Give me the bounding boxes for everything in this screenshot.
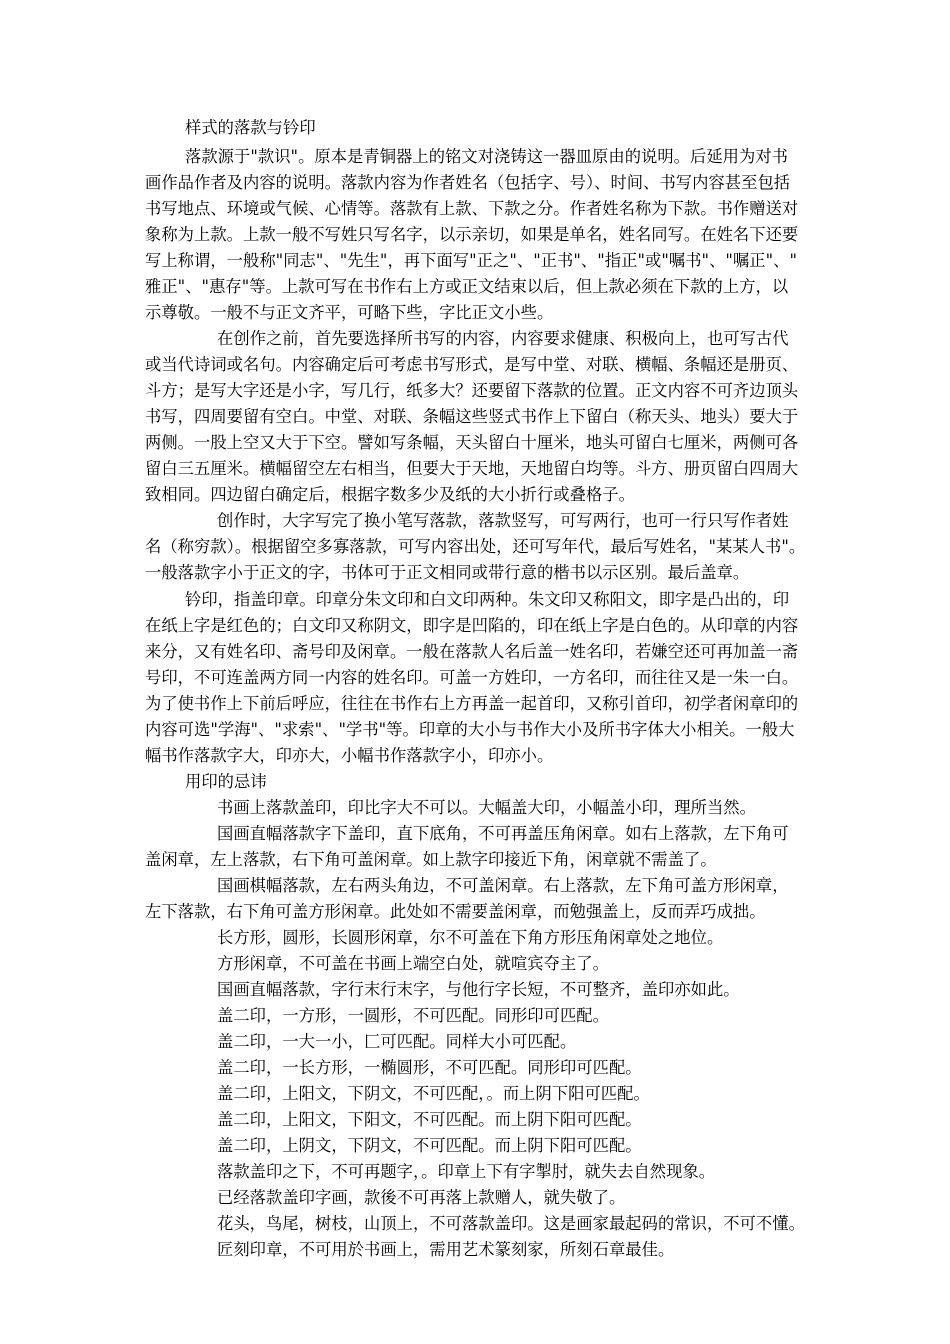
rule-line: 盖二印，一长方形，一椭圆形，不可匹配。同形印可匹配。: [217, 1058, 642, 1077]
para-2-line: 书写，四周要留有空白。中堂、对联、条幅这些竖式书作上下留白（称天头、地头）要大于: [145, 407, 799, 426]
taboo-line: 盖闲章，左上落款，右下角可盖闲章。如上款字印接近下角，闲章就不需盖了。: [145, 850, 717, 869]
para-2-line: 留白三五厘米。横幅留空左右相当，但要大于天地，天地留白均等。斗方、册页留白四周大: [145, 459, 799, 478]
para-2-line: 在创作之前，首先要选择所书写的内容，内容要求健康、积极向上，也可写古代: [217, 329, 789, 348]
rule-line: 盖二印，上阳文，下阳文，不可匹配。而上阴下阳可匹配。: [217, 1110, 642, 1129]
para-4-line: 在纸上字是红色的；白文印又称阴文，即字是凹陷的，印在纸上字是白色的。从印章的内容: [145, 616, 799, 635]
para-1-line: 写上称谓，一般称"同志"、"先生"，再下面写"正之"、"正书"、"指正"或"嘱书"、"嘱正"、": [145, 251, 798, 270]
para-4-line: 号印，不可连盖两方同一内容的姓名印。可盖一方姓印，一方名印，而往往又是一朱一白。: [145, 668, 799, 687]
rule-line: 盖二印，一大一小，匚可匹配。同样大小可匹配。: [217, 1032, 577, 1051]
rule-line: 国画直幅落款，字行末行末字，与他行字长短，不可整齐，盖印亦如此。: [217, 980, 740, 999]
para-4-line: 为了使书作上下前后呼应，往往在书作右上方再盖一起首印，又称引首印，初学者闲章印的: [145, 694, 799, 713]
taboo-line: 国画棋幅落款，左右两头角边，不可盖闲章。右上落款，左下角可盖方形闲章，: [217, 876, 789, 895]
para-1-line: 示尊敬。一般不与正文齐平，可略下些，字比正文小些。: [145, 303, 554, 322]
para-4-line: 内容可选"学海"、"求索"、"学书"等。印章的大小与书作大小及所书字体大小相关。一般大: [145, 720, 795, 739]
para-1-line: 书写地点、环境或气候、心情等。落款有上款、下款之分。作者姓名称为下款。书作赠送对: [145, 199, 799, 218]
para-4-line: 幅书作落款字大，印亦大，小幅书作落款字小，印亦小。: [145, 746, 554, 765]
para-2-line: 或当代诗词或名句。内容确定后可考虑书写形式，是写中堂、对联、横幅、条幅还是册页、: [145, 355, 799, 374]
para-3-line: 创作时，大字写完了换小笔写落款，落款竖写，可写两行，也可一行只写作者姓: [217, 511, 789, 530]
para-3-line: 名（称穷款）。根据留空多寡落款，可写内容出处，还可写年代，最后写姓名，"某某人书"。: [145, 537, 806, 556]
rule-line: 盖二印，上阳文，下阴文，不可匹配，。而上阴下阳可匹配。: [217, 1084, 650, 1103]
taboo-line: 书画上落款盖印，印比字大不可以。大幅盖大印，小幅盖小印，理所当然。: [217, 798, 756, 817]
rule-line: 方形闲章，不可盖在书画上端空白处，就喧宾夺主了。: [217, 954, 609, 973]
doc-title: 样式的落款与钤印: [185, 118, 316, 137]
rule-line: 盖二印，一方形，一圆形，不可匹配。同形印可匹配。: [217, 1006, 609, 1025]
rule-line: 长方形，圆形，长圆形闲章，尔不可盖在下角方形压角闲章处之地位。: [217, 928, 724, 947]
rule-line: 花头，鸟尾，树枝，山顶上，不可落款盖印。这是画家最起码的常识，不可不懂。: [217, 1214, 805, 1233]
para-4-line: 钤印，指盖印章。印章分朱文印和白文印两种。朱文印又称阳文，即字是凸出的，印: [185, 590, 790, 609]
rule-line: 已经落款盖印字画，款後不可再落上款赠人，就失敬了。: [217, 1188, 626, 1207]
para-1-line: 象称为上款。上款一般不写姓只写名字，以示亲切，如果是单名，姓名同写。在姓名下还要: [145, 225, 799, 244]
taboo-line: 左下落款，右下角可盖方形闲章。此处如不需要盖闲章，而勉强盖上，反而弄巧成拙。: [145, 902, 766, 921]
rule-line: 匠刻印章，不可用於书画上，需用艺术篆刻家，所刻石章最佳。: [217, 1240, 675, 1259]
para-1-line: 画作品作者及内容的说明。落款内容为作者姓名（包括字、号）、时间、书写内容甚至包括: [145, 173, 791, 192]
para-3-line: 一般落款字小于正文的字，书体可于正文相同或带行意的楷书以示区别。最后盖章。: [145, 563, 750, 582]
para-4-line: 来分，又有姓名印、斋号印及闲章。一般在落款人名后盖一姓名印，若嫌空还可再加盖一斋: [145, 642, 799, 661]
para-1-line: 落款源于"款识"。原本是青铜器上的铭文对浇铸这一器皿原由的说明。后延用为对书: [185, 147, 789, 166]
para-1-line: 雅正"、"惠存"等。上款可写在书作右上方或正文结束以后，但上款必须在下款的上方，以: [145, 277, 789, 296]
para-2-line: 致相同。四边留白确定后，根据字数多少及纸的大小折行或叠格子。: [145, 485, 635, 504]
rule-line: 落款盖印之下，不可再题字，。印章上下有字掣肘，就失去自然现象。: [217, 1162, 716, 1181]
taboo-line: 国画直幅落款字下盖印，直下底角，不可再盖压角闲章。如右上落款，左下角可: [217, 824, 789, 843]
para-2-line: 斗方；是写大字还是小字，写几行，纸多大？还要留下落款的位置。正文内容不可齐边顶头: [145, 381, 799, 400]
para-2-line: 两侧。一股上空又大于下空。譬如写条幅，天头留白十厘米，地头可留白七厘米，两侧可各: [145, 433, 799, 452]
section-subtitle: 用印的忌讳: [185, 772, 267, 791]
rule-line: 盖二印，上阴文，下阴文，不可匹配。而上阴下阳可匹配。: [217, 1136, 642, 1155]
